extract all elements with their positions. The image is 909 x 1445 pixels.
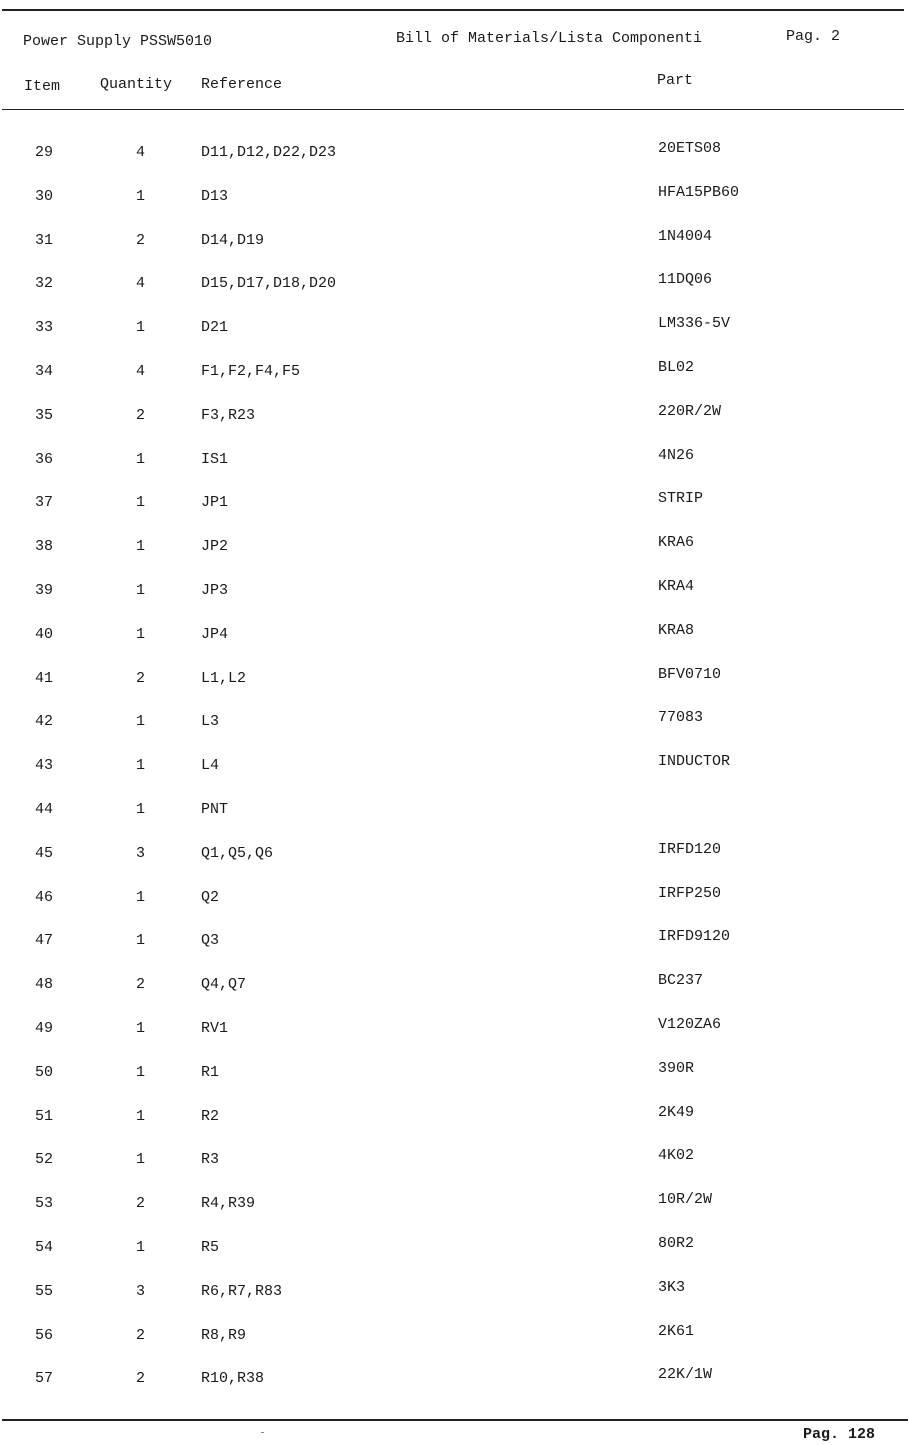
row-quantity: 3	[136, 844, 146, 862]
row-quantity: 1	[136, 319, 146, 337]
row-quantity: 4	[136, 144, 146, 161]
row-item-number: 39	[35, 581, 54, 599]
row-quantity: 1	[136, 1107, 146, 1125]
row-item-number: 40	[35, 625, 54, 643]
row-part: BL02	[658, 358, 695, 376]
table-row	[0, 228, 909, 272]
row-reference: IS1	[201, 450, 229, 468]
footer-page-number: Pag. 128	[803, 1426, 876, 1443]
table-row	[0, 447, 909, 491]
row-item-number: 47	[35, 932, 54, 950]
row-item-number: 52	[35, 1151, 54, 1169]
row-reference: D15,D17,D18,D20	[201, 275, 337, 293]
row-quantity: 1	[136, 800, 146, 818]
row-reference: R6,R7,R83	[201, 1282, 283, 1300]
row-reference: Q1,Q5,Q6	[201, 844, 274, 862]
row-reference: D13	[201, 187, 229, 205]
header-page-number: Pag. 2	[786, 28, 841, 45]
table-row	[0, 534, 909, 578]
row-quantity: 1	[136, 713, 146, 731]
row-reference: R1	[201, 1063, 220, 1081]
row-item-number: 44	[35, 800, 54, 818]
row-item-number: 56	[35, 1326, 54, 1344]
table-row	[0, 271, 909, 315]
row-reference: Q4,Q7	[201, 976, 247, 994]
row-reference: R10,R38	[201, 1370, 265, 1388]
document-title: Power Supply PSSW5010	[23, 33, 213, 50]
table-row	[0, 928, 909, 972]
row-quantity: 2	[136, 669, 146, 687]
row-part: INDUCTOR	[658, 753, 731, 771]
row-quantity: 1	[136, 625, 146, 643]
row-part: 4K02	[658, 1147, 695, 1165]
top-rule	[2, 9, 904, 11]
row-part: KRA4	[658, 577, 695, 595]
row-item-number: 43	[35, 757, 54, 775]
row-reference: L3	[201, 713, 220, 731]
table-row	[0, 403, 909, 447]
row-quantity: 4	[136, 362, 146, 380]
row-part: IRFD9120	[658, 928, 731, 946]
scan-speck	[261, 1432, 264, 1433]
row-item-number: 29	[35, 144, 54, 161]
table-row	[0, 1016, 909, 1060]
row-quantity: 1	[136, 1019, 146, 1037]
table-row	[0, 1147, 909, 1191]
row-reference: JP2	[201, 538, 229, 556]
row-reference: R2	[201, 1107, 220, 1125]
row-reference: L1,L2	[201, 669, 247, 687]
row-item-number: 46	[35, 888, 54, 906]
bom-table-body	[0, 140, 909, 1410]
row-part: 2K49	[658, 1103, 695, 1121]
row-item-number: 34	[35, 362, 54, 380]
row-item-number: 31	[35, 231, 54, 249]
row-quantity: 1	[136, 494, 146, 512]
table-row	[0, 709, 909, 753]
row-item-number: 53	[35, 1195, 54, 1213]
table-row	[0, 972, 909, 1016]
table-row	[0, 1104, 909, 1148]
row-item-number: 35	[35, 406, 54, 424]
row-item-number: 38	[35, 538, 54, 556]
row-reference: JP4	[201, 625, 229, 643]
table-row	[0, 885, 909, 929]
row-reference: R4,R39	[201, 1195, 256, 1213]
row-part: 77083	[658, 709, 704, 727]
row-item-number: 54	[35, 1238, 54, 1256]
row-item-number: 32	[35, 275, 54, 293]
bottom-rule	[2, 1419, 908, 1421]
table-row	[0, 490, 909, 534]
row-item-number: 42	[35, 713, 54, 731]
row-quantity: 2	[136, 406, 146, 424]
row-reference: Q2	[201, 888, 220, 906]
row-reference: RV1	[201, 1019, 229, 1037]
row-reference: PNT	[201, 800, 229, 818]
row-reference: JP1	[201, 494, 229, 512]
row-reference: F3,R23	[201, 406, 256, 424]
table-row	[0, 797, 909, 841]
table-row	[0, 1060, 909, 1104]
row-item-number: 55	[35, 1282, 54, 1300]
row-item-number: 33	[35, 319, 54, 337]
row-part: BC237	[658, 972, 704, 990]
header-rule	[2, 109, 904, 110]
table-row	[0, 666, 909, 710]
row-quantity: 1	[136, 932, 146, 950]
row-reference: R8,R9	[201, 1326, 247, 1344]
row-reference: R5	[201, 1238, 220, 1256]
row-part: 220R/2W	[658, 402, 722, 420]
row-item-number: 37	[35, 494, 54, 512]
table-row	[0, 140, 909, 184]
row-quantity: 2	[136, 231, 146, 249]
row-quantity: 1	[136, 757, 146, 775]
row-part: IRFP250	[658, 884, 722, 902]
table-row	[0, 1323, 909, 1367]
row-part: BFV0710	[658, 665, 722, 683]
document-subtitle: Bill of Materials/Lista Componenti	[396, 30, 703, 47]
row-item-number: 30	[35, 187, 54, 205]
row-quantity: 1	[136, 581, 146, 599]
row-reference: D14,D19	[201, 231, 265, 249]
table-row	[0, 841, 909, 885]
row-item-number: 45	[35, 844, 54, 862]
row-part: 80R2	[658, 1234, 695, 1252]
row-item-number: 51	[35, 1107, 54, 1125]
row-quantity: 1	[136, 187, 146, 205]
table-row	[0, 753, 909, 797]
row-quantity: 1	[136, 1151, 146, 1169]
row-quantity: 2	[136, 1326, 146, 1344]
row-quantity: 1	[136, 888, 146, 906]
row-part: LM336-5V	[658, 315, 731, 333]
row-part: 3K3	[658, 1278, 686, 1296]
row-part: STRIP	[658, 490, 704, 508]
row-part: V120ZA6	[658, 1015, 722, 1033]
row-part: 20ETS08	[658, 140, 722, 157]
row-quantity: 4	[136, 275, 146, 293]
row-part: 390R	[658, 1059, 695, 1077]
row-item-number: 49	[35, 1019, 54, 1037]
row-part: 4N26	[658, 446, 695, 464]
table-row	[0, 1191, 909, 1235]
column-header-part: Part	[657, 72, 694, 89]
row-part: 11DQ06	[658, 271, 713, 289]
row-reference: D21	[201, 319, 229, 337]
table-row	[0, 1235, 909, 1279]
row-quantity: 1	[136, 538, 146, 556]
table-row	[0, 578, 909, 622]
table-row	[0, 184, 909, 228]
row-quantity: 1	[136, 450, 146, 468]
row-item-number: 41	[35, 669, 54, 687]
row-part: KRA8	[658, 621, 695, 639]
table-row	[0, 1366, 909, 1410]
row-part: 22K/1W	[658, 1366, 713, 1384]
row-item-number: 50	[35, 1063, 54, 1081]
table-row	[0, 359, 909, 403]
row-item-number: 36	[35, 450, 54, 468]
table-row	[0, 622, 909, 666]
row-item-number: 57	[35, 1370, 54, 1388]
row-quantity: 2	[136, 1370, 146, 1388]
row-quantity: 3	[136, 1282, 146, 1300]
row-quantity: 2	[136, 976, 146, 994]
row-reference: L4	[201, 757, 220, 775]
row-reference: JP3	[201, 581, 229, 599]
row-part: IRFD120	[658, 840, 722, 858]
row-part: 2K61	[658, 1322, 695, 1340]
column-header-quantity: Quantity	[100, 76, 173, 93]
row-reference: Q3	[201, 932, 220, 950]
row-item-number: 48	[35, 976, 54, 994]
row-quantity: 1	[136, 1063, 146, 1081]
row-reference: D11,D12,D22,D23	[201, 144, 337, 161]
row-part: KRA6	[658, 534, 695, 552]
table-row	[0, 315, 909, 359]
row-reference: F1,F2,F4,F5	[201, 362, 301, 380]
row-quantity: 1	[136, 1238, 146, 1256]
column-header-item: Item	[24, 78, 61, 95]
row-part: 1N4004	[658, 227, 713, 245]
row-part: 10R/2W	[658, 1191, 713, 1209]
row-reference: R3	[201, 1151, 220, 1169]
row-part: HFA15PB60	[658, 183, 740, 201]
row-quantity: 2	[136, 1195, 146, 1213]
table-row	[0, 1279, 909, 1323]
column-header-reference: Reference	[201, 76, 283, 93]
